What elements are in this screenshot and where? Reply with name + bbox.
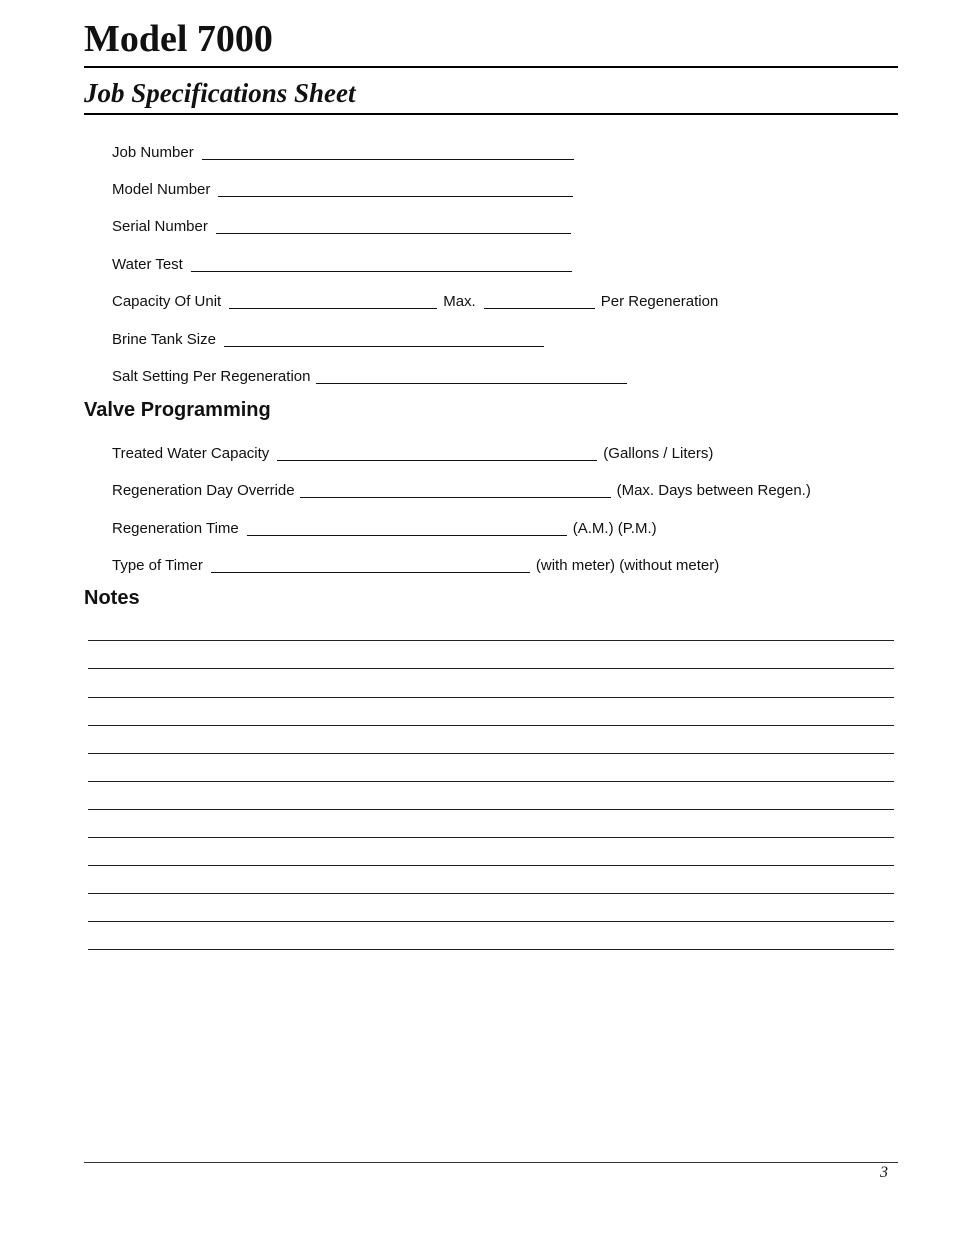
capacity-of-unit-field	[112, 289, 718, 311]
note-line[interactable]	[88, 837, 894, 838]
model-number-blank[interactable]	[218, 182, 573, 197]
salt-setting-label: Salt Setting Per Regeneration	[112, 368, 311, 385]
salt-setting-blank[interactable]	[316, 369, 627, 384]
subtitle-rule	[84, 113, 898, 115]
regen-day-override-note: (Max. Days between Regen.)	[616, 482, 811, 499]
water-test-label: Water Test	[112, 256, 183, 273]
capacity-of-unit-blank[interactable]	[229, 294, 437, 309]
note-line[interactable]	[88, 949, 894, 950]
job-number-label: Job Number	[112, 144, 194, 161]
timer-type-label: Type of Timer	[112, 557, 203, 574]
page-subtitle: Job Specifications Sheet	[84, 78, 356, 108]
note-line[interactable]	[88, 753, 894, 754]
note-line[interactable]	[88, 781, 894, 782]
notes-heading: Notes	[84, 587, 140, 609]
regen-time-blank[interactable]	[247, 521, 567, 536]
model-number-label: Model Number	[112, 181, 211, 198]
model-number-field	[112, 177, 579, 199]
note-line[interactable]	[88, 809, 894, 810]
serial-number-label: Serial Number	[112, 218, 208, 235]
note-line[interactable]	[88, 725, 894, 726]
capacity-max-label: Max.	[443, 293, 476, 310]
note-line[interactable]	[88, 865, 894, 866]
note-line[interactable]	[88, 921, 894, 922]
note-line[interactable]	[88, 668, 894, 669]
capacity-max-blank[interactable]	[484, 294, 595, 309]
brine-tank-size-label: Brine Tank Size	[112, 331, 216, 348]
water-test-blank[interactable]	[191, 257, 572, 272]
regen-day-override-field	[112, 478, 811, 500]
timer-type-field	[112, 553, 719, 575]
salt-setting-field	[112, 364, 633, 386]
treated-water-units: (Gallons / Liters)	[603, 445, 714, 462]
timer-type-blank[interactable]	[211, 558, 530, 573]
brine-tank-size-field	[112, 327, 550, 349]
capacity-of-unit-label: Capacity Of Unit	[112, 293, 222, 310]
footer-rule	[84, 1162, 898, 1163]
note-line[interactable]	[88, 640, 894, 641]
regen-time-label: Regeneration Time	[112, 520, 239, 537]
note-line[interactable]	[88, 697, 894, 698]
serial-number-blank[interactable]	[216, 219, 571, 234]
treated-water-capacity-blank[interactable]	[277, 446, 597, 461]
page-title: Model 7000	[84, 18, 273, 60]
note-line[interactable]	[88, 893, 894, 894]
regen-time-field	[112, 516, 657, 538]
water-test-field	[112, 252, 578, 274]
regen-day-override-blank[interactable]	[300, 483, 611, 498]
brine-tank-size-blank[interactable]	[224, 332, 544, 347]
valve-programming-heading: Valve Programming	[84, 399, 271, 421]
capacity-suffix-label: Per Regeneration	[600, 293, 719, 310]
treated-water-capacity-field	[112, 441, 713, 463]
job-number-blank[interactable]	[202, 145, 574, 160]
title-rule	[84, 66, 898, 68]
timer-type-options: (with meter) (without meter)	[535, 557, 720, 574]
treated-water-capacity-label: Treated Water Capacity	[112, 445, 270, 462]
regen-time-options: (A.M.) (P.M.)	[572, 520, 657, 537]
regen-day-override-label: Regeneration Day Override	[112, 482, 295, 499]
page-number: 3	[880, 1164, 888, 1181]
job-number-field	[112, 140, 580, 162]
serial-number-field	[112, 214, 577, 236]
